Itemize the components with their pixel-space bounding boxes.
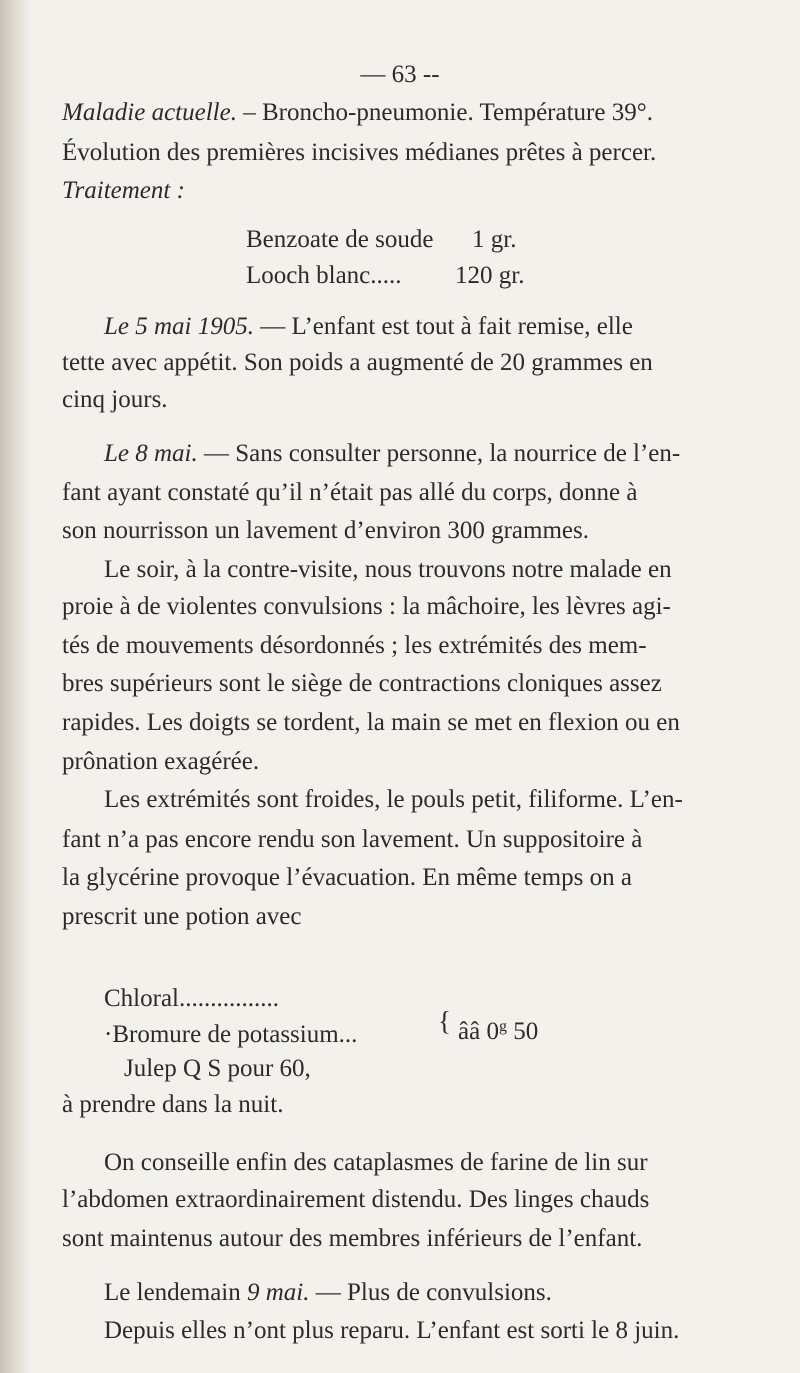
para5-line2: fant n’a pas encore rendu son lavement. Un suppositoire à: [62, 826, 643, 853]
para7-line1: Le lendemain 9 mai. — Plus de convulsions.: [104, 1279, 552, 1306]
para2-line1: Le 5 mai 1905. — L’enfant est tout à fait remise, elle: [104, 313, 633, 340]
section-heading: Maladie actuelle.: [62, 99, 237, 126]
para1-line1: Maladie actuelle. – Broncho-pneumonie. Température 39°.: [62, 99, 653, 126]
page-binding-edge: [0, 0, 30, 1373]
page-number: — 63 --: [360, 61, 440, 88]
date-5-mai: Le 5 mai 1905.: [104, 313, 254, 340]
para3-line2: fant ayant constaté qu’il n’était pas allé du corps, donne à: [62, 479, 638, 506]
para4-line5: rapides. Les doigts se tordent, la main se met en flexion ou en: [62, 709, 680, 736]
rx1-item2-qty: 120 gr.: [455, 262, 525, 289]
para3-line3: son nourrisson un lavement d’environ 300 grammes.: [62, 517, 589, 544]
para4-line3: tés de mouvements désordonnés ; les extrémités des mem-: [62, 632, 647, 659]
rx1-item1-qty: 1 gr.: [472, 226, 517, 253]
para7-line2: Depuis elles n’ont plus reparu. L’enfant est sorti le 8 juin.: [104, 1317, 680, 1344]
rx2-item1: Chloral................: [104, 985, 279, 1012]
para6-line2: l’abdomen extraordinairement distendu. Des linges chauds: [62, 1186, 650, 1213]
para5-line1: Les extrémités sont froides, le pouls petit, filiforme. L’en-: [104, 786, 683, 813]
rx1-item2-name: Looch blanc.....: [246, 262, 402, 289]
para5-line3: la glycérine provoque l’évacuation. En même temps on a: [62, 864, 632, 891]
rx2-instruction: à prendre dans la nuit.: [62, 1091, 284, 1118]
para6-line3: sont maintenus autour des membres inférieurs de l’enfant.: [62, 1225, 643, 1252]
date-9-mai: 9 mai.: [247, 1279, 310, 1306]
para4-line6: prônation exagérée.: [62, 748, 260, 775]
para4-line1: Le soir, à la contre-visite, nous trouvons notre malade en: [104, 556, 672, 583]
para4-line4: bres supérieurs sont le siège de contractions cloniques assez: [62, 670, 662, 697]
para2-line2: tette avec appétit. Son poids a augmenté de 20 grammes en: [62, 349, 653, 376]
para2-line3: cinq jours.: [62, 386, 168, 413]
para3-line1: Le 8 mai. — Sans consulter personne, la nourrice de l’en-: [104, 440, 681, 467]
brace-left: {: [438, 1006, 451, 1036]
para5-line4: prescrit une potion avec: [62, 903, 302, 930]
treatment-heading: Traitement :: [62, 177, 185, 204]
para6-line1: On conseille enfin des cataplasmes de farine de lin sur: [104, 1149, 648, 1176]
rx2-dose: ââ 0$^g$ 50: [458, 1018, 539, 1045]
rx2-item2: ·Bromure de potassium...: [104, 1021, 358, 1048]
para1-line2: Évolution des premières incisives médianes prêtes à percer.: [62, 139, 657, 166]
rx2-julep: Julep Q S pour 60,: [124, 1055, 311, 1082]
para4-line2: proie à de violentes convulsions : la mâchoire, les lèvres agi-: [62, 593, 671, 620]
rx1-item1-name: Benzoate de soude: [246, 226, 434, 253]
date-8-mai: Le 8 mai.: [104, 440, 198, 467]
